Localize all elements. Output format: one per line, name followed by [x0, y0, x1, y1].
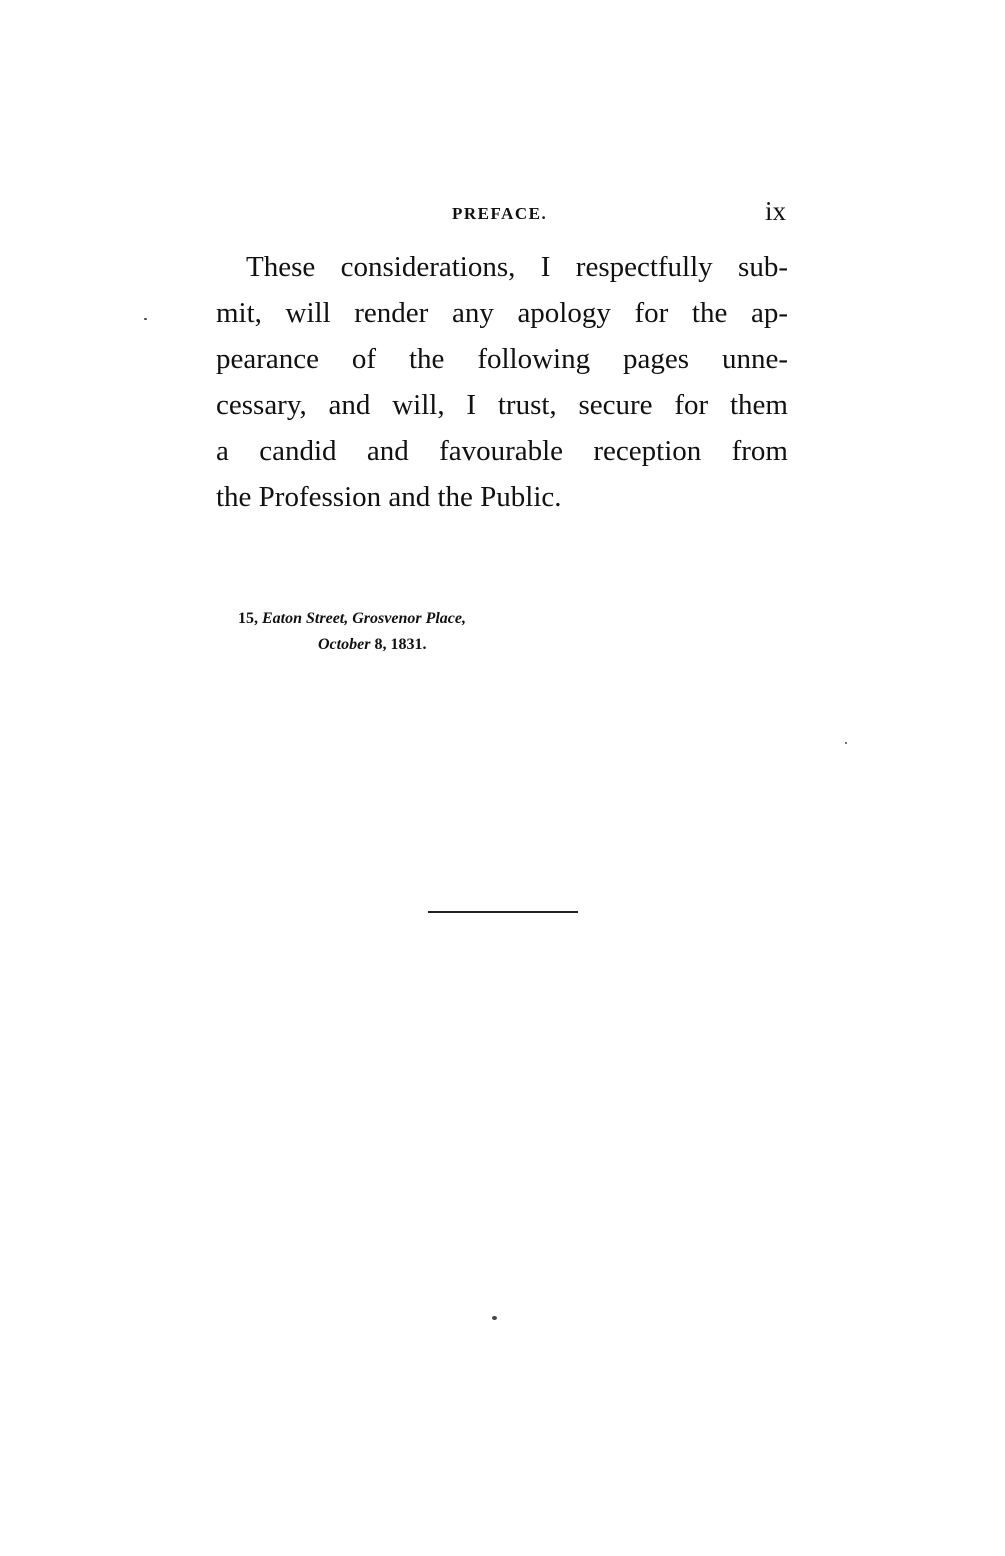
signature-line-date: [238, 632, 466, 658]
text-line: the Profession and the Public.: [216, 481, 562, 513]
date-month: October: [318, 636, 371, 653]
end-rule-divider: [428, 911, 578, 913]
date-rest: 8, 1831.: [374, 636, 427, 653]
text-line: These considerations, I respectfully sub-: [246, 251, 788, 283]
address-signature: [238, 606, 466, 658]
text-line: mit, will render any apology for the ap-: [216, 297, 788, 329]
page-number: ix: [764, 196, 786, 226]
house-number: 15,: [238, 610, 258, 627]
ink-speck: [144, 318, 147, 320]
running-head: [216, 196, 788, 230]
text-line: pearance of the following pages unne-: [216, 343, 788, 375]
running-title: PREFACE.: [452, 204, 548, 223]
text-line: cessary, and will, I trust, secure for them: [216, 389, 788, 421]
ink-speck: [845, 742, 847, 744]
ink-speck: [492, 1316, 497, 1320]
text-line: a candid and favourable reception from: [216, 435, 788, 467]
signature-line-address: [238, 606, 466, 632]
street-address: Eaton Street, Grosvenor Place,: [262, 610, 466, 627]
preface-paragraph: [216, 244, 788, 520]
